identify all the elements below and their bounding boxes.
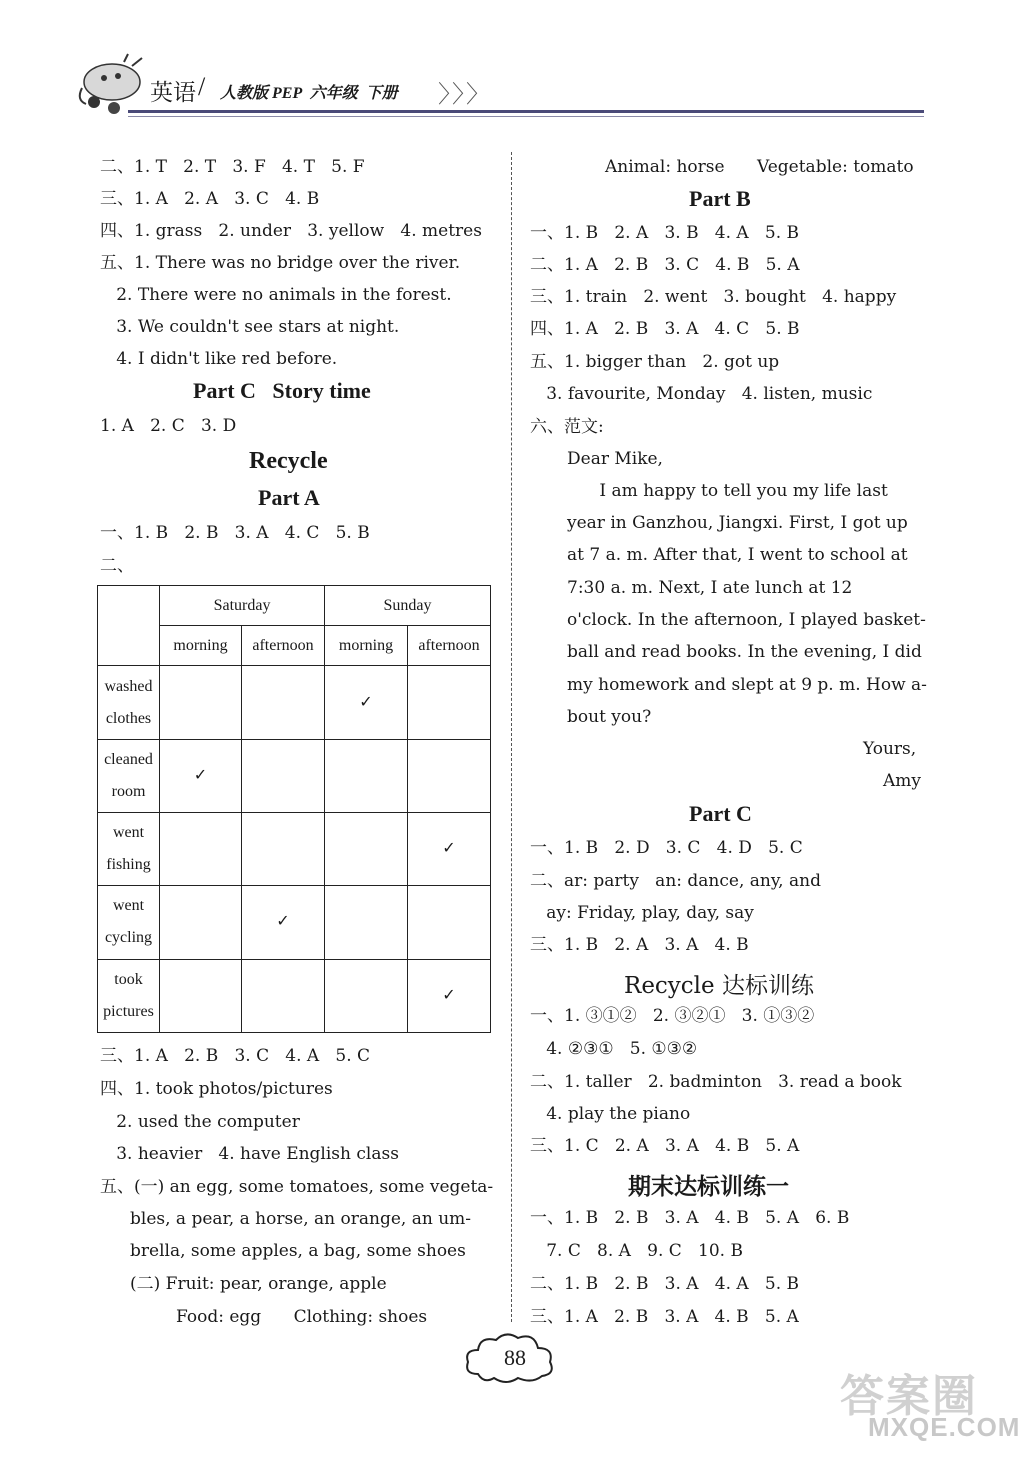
answer-line: 六、范文: [530,417,604,437]
table-cell: ✓ [325,666,408,739]
answer-line: Food: egg Clothing: shoes [176,1307,428,1327]
table-activity-label: cleaned room [98,739,160,812]
table-cell [160,886,242,959]
table-day-header: Sunday [325,586,491,626]
table-cell [242,666,325,739]
letter-line: bout you? [567,707,652,727]
answer-line: 二、1. B 2. B 3. A 4. A 5. B [530,1274,799,1294]
table-cell [325,959,408,1032]
table-row [98,959,491,1032]
table-corner-cell [98,586,160,666]
answer-line: 三、1. train 2. went 3. bought 4. happy [530,287,897,307]
letter-closing: Yours, [863,739,917,759]
answer-line: 三、1. C 2. A 3. A 4. B 5. A [530,1136,800,1156]
table-cell [160,959,242,1032]
table-cell [325,812,408,885]
table-row [98,886,491,959]
table-cell [325,739,408,812]
answer-line: 二、1. T 2. T 3. F 4. T 5. F [100,157,365,177]
page-number: 88 [504,1345,526,1370]
table-cell [242,959,325,1032]
table-day-header: Saturday [160,586,325,626]
table-row [98,666,491,739]
answer-line: 二、ar: party an: dance, any, and [530,871,821,891]
table-cell [242,812,325,885]
answer-line: 三、1. A 2. B 3. A 4. B 5. A [530,1307,799,1327]
letter-line: my homework and slept at 9 p. m. How a- [567,675,927,695]
table-time-header: afternoon [242,626,325,666]
table-cell [408,739,491,812]
table-cell [160,666,242,739]
letter-line: year in Ganzhou, Jiangxi. First, I got up [567,513,908,533]
answer-line: 4. I didn't like red before. [100,349,338,369]
table-cell: ✓ [242,886,325,959]
table-time-header: morning [160,626,242,666]
section-title: Recycle [249,448,328,474]
answer-line: ay: Friday, play, day, say [530,903,754,923]
activity-table [97,585,491,1033]
section-heading: Part C [689,801,752,826]
answer-line: 4. ②③① 5. ①③② [530,1039,698,1059]
answer-line: 一、1. B 2. D 3. C 4. D 5. C [530,838,803,858]
answer-line: 四、1. A 2. B 3. A 4. C 5. B [530,319,800,339]
mascot-logo-icon [72,52,152,118]
section-heading: Part A [258,485,320,510]
table-time-header: afternoon [408,626,491,666]
answer-line: brella, some apples, a bag, some shoes [130,1241,466,1261]
table-cell [242,739,325,812]
answer-line: bles, a pear, a horse, an orange, an um- [130,1209,472,1229]
table-time-header: morning [325,626,408,666]
answer-line: 一、1. ③①② 2. ③②① 3. ①③② [530,1006,815,1026]
header-subject-title: 英语 [150,80,196,106]
table-activity-label: took pictures [98,959,160,1032]
header-rule [128,110,924,113]
answer-line: 4. play the piano [530,1104,691,1124]
answer-line: 3. We couldn't see stars at night. [100,317,400,337]
table-activity-label: went cycling [98,886,160,959]
letter-line: ball and read books. In the evening, I did [567,642,922,662]
letter-line: Dear Mike, [567,449,663,469]
table-cell: ✓ [408,812,491,885]
answer-line: 3. heavier 4. have English class [100,1144,399,1164]
table-activity-label: went fishing [98,812,160,885]
table-cell [408,666,491,739]
answer-line: 二、1. A 2. B 3. C 4. B 5. A [530,255,800,275]
answer-line: 五、1. There was no bridge over the river. [100,253,461,273]
header-series: 人教版 PEP 六年级 下册 [220,85,398,102]
answer-line: 7. C 8. A 9. C 10. B [530,1241,743,1261]
answer-line: 五、(一) an egg, some tomatoes, some vegeta- [100,1177,494,1197]
table-activity-label: washed clothes [98,666,160,739]
table-cell [408,886,491,959]
section-heading: Part B [689,186,751,211]
answer-line: 2. There were no animals in the forest. [100,285,452,305]
answer-line: 一、1. B 2. B 3. A 4. B 5. A 6. B [530,1208,850,1228]
letter-signature: Amy [883,771,922,791]
answer-line: (二) Fruit: pear, orange, apple [130,1274,387,1294]
table-cell [160,812,242,885]
answer-line: 1. A 2. C 3. D [100,416,237,436]
answer-line: 四、1. took photos/pictures [100,1079,333,1099]
section-title: Recycle 达标训练 [624,973,814,999]
header-arrows: 〉〉〉 [438,80,492,108]
table-row [98,739,491,812]
letter-line: I am happy to tell you my life last [567,481,888,501]
answer-line: 一、1. B 2. A 3. B 4. A 5. B [530,223,799,243]
section-heading: Part C Story time [193,378,371,403]
answer-line: 三、1. B 2. A 3. A 4. B [530,935,749,955]
answer-line: 三、1. A 2. A 3. C 4. B [100,189,320,209]
column-divider [511,152,512,1322]
answer-line: 三、1. A 2. B 3. C 4. A 5. C [100,1046,371,1066]
letter-line: o'clock. In the afternoon, I played basket- [567,610,926,630]
header-rule-thin [128,116,924,117]
answer-line: 2. used the computer [100,1112,300,1132]
answer-line: 一、1. B 2. B 3. A 4. C 5. B [100,523,370,543]
answer-line: 四、1. grass 2. under 3. yellow 4. metres [100,221,482,241]
header-separator: / [198,72,206,101]
watermark-text: MXQE.COM [868,1412,1020,1442]
answer-line: 二、1. taller 2. badminton 3. read a book [530,1072,902,1092]
answer-line: Animal: horse Vegetable: tomato [605,157,914,177]
letter-line: 7:30 a. m. Next, I ate lunch at 12 [567,578,853,598]
table-row [98,812,491,885]
answer-line: 3. favourite, Monday 4. listen, music [530,384,873,404]
table-cell: ✓ [408,959,491,1032]
answer-line: 五、1. bigger than 2. got up [530,352,780,372]
answer-line: 二、 [100,556,134,576]
table-cell [325,886,408,959]
table-cell: ✓ [160,739,242,812]
section-title: 期末达标训练一 [628,1174,789,1200]
letter-line: at 7 a. m. After that, I went to school at [567,545,908,565]
watermark-logo: 答案圈 [840,1371,978,1422]
